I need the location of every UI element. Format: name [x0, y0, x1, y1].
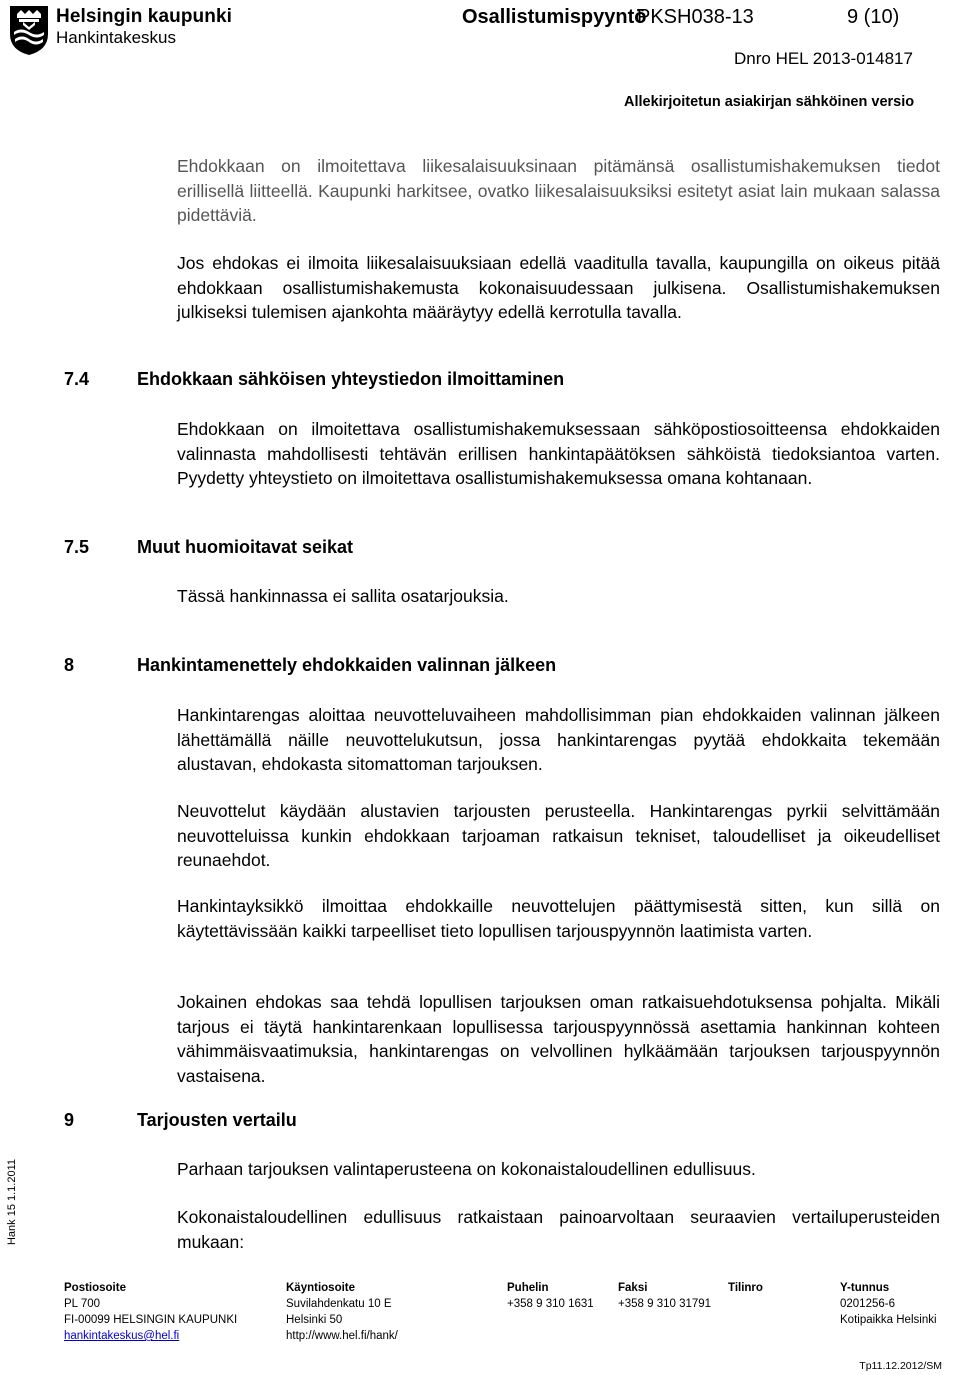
signed-version-note: Allekirjoitetun asiakirjan sähköinen versio [624, 94, 915, 110]
footer-value: Helsinki 50 [286, 1314, 343, 1326]
footer-label: Y-tunnus [840, 1282, 890, 1294]
section-heading-9 [64, 1110, 297, 1131]
section-title: Ehdokkaan sähköisen yhteystiedon ilmoittaminen [137, 369, 565, 389]
helsinki-crest-icon [8, 4, 50, 56]
section-number: 7.4 [64, 369, 90, 389]
paragraph-trade-secrets: Ehdokkaan on ilmoitettava liikesalaisuuksinaan pitämänsä osallistumishakemuksen tiedot erillisellä liitteellä. Kaupunki harkitsee, ovatko liikesalaisuuksiksi esitetyt asiat lain mukaan salassa pidettäviä. [177, 156, 940, 225]
paragraph-negotiation-start: Hankintarengas aloittaa neuvotteluvaiheen mahdollisimman pian ehdokkaiden valinnan jälkeen lähettämällä näille neuvottelukutsun, jossa hankintarengas pyytää ehdokkaita tekemään alustavan, ehdokasta sitomattoman tarjouksen. [177, 705, 940, 774]
page-number: 9 (10) [847, 6, 900, 28]
section-title: Tarjousten vertailu [137, 1110, 297, 1130]
footer-value: FI-00099 HELSINGIN KAUPUNKI [64, 1314, 238, 1326]
paragraph-negotiation-end: Hankintayksikkö ilmoittaa ehdokkaille neuvottelujen päättymisestä sitten, kun sillä on käytettävissään kaikki tarpeelliset tieto lopullisen tarjouspyynnön laatimista varten. [177, 896, 940, 941]
paragraph-contact-info: Ehdokkaan on ilmoitettava osallistumishakemuksessaan sähköpostiosoitteensa ehdokkaiden valinnasta mahdollisesti tehtävän erillisen hankintapäätöksen sähköistä tiedoksiantoa varten. Pyydetty yhteystieto on ilmoitettava osallistumishakemuksessa omana kohtanaan. [177, 419, 940, 488]
footer-phone [507, 1280, 594, 1312]
record-number: Dnro HEL 2013-014817 [734, 49, 913, 68]
footer-value: Suvilahdenkatu 10 E [286, 1298, 392, 1310]
footer-label: Postiosoite [64, 1282, 126, 1294]
section-heading-7-5 [64, 537, 353, 558]
footer-business-id [840, 1280, 937, 1328]
document-code: PKSH038-13 [637, 6, 754, 28]
organization-name: Helsingin kaupunki [56, 6, 232, 27]
footer-value: +358 9 310 31791 [618, 1298, 712, 1310]
paragraph-comparison-criteria: Kokonaistaloudellinen edullisuus ratkaistaan painoarvoltaan seuraavien vertailuperusteiden mukaan: [177, 1207, 940, 1252]
organization-unit: Hankintakeskus [56, 28, 177, 47]
footer-account [728, 1280, 763, 1296]
paragraph-award-criterion: Parhaan tarjouksen valintaperusteena on kokonaistaloudellinen edullisuus. [177, 1159, 756, 1179]
paragraph-negotiations: Neuvottelut käydään alustavien tarjousten perusteella. Hankintarengas pyrkii selvittämään neuvotteluissa kunkin ehdokkaan tarjoaman ratkaisun tekniset, taloudelliset ja oikeudelliset reunaehdot. [177, 801, 940, 870]
footer-value: +358 9 310 1631 [507, 1298, 594, 1310]
section-title: Hankintamenettely ehdokkaiden valinnan jälkeen [137, 655, 557, 675]
footer-label: Tilinro [728, 1282, 763, 1294]
footer-postal-address [64, 1280, 237, 1344]
footer-label: Käyntiosoite [286, 1282, 356, 1294]
footer-email-link[interactable]: hankintakeskus@hel.fi [64, 1330, 180, 1342]
section-title: Muut huomioitavat seikat [137, 537, 354, 557]
footer-label: Puhelin [507, 1282, 549, 1294]
paragraph-publicity: Jos ehdokas ei ilmoita liikesalaisuuksiaan edellä vaaditulla tavalla, kaupungilla on oikeus pitää ehdokkaan osallistumishakemusta kokonaisuudessaan julkisena. Osallistumishakemuksen julkiseksi tulemisen ajankohta määräytyy edellä kerrotulla tavalla. [177, 253, 940, 322]
footer-value: 0201256-6 [840, 1298, 895, 1310]
paragraph-final-tender: Jokainen ehdokas saa tehdä lopullisen tarjouksen oman ratkaisuehdotuksensa pohjalta. Mikäli tarjous ei täytä hankintarenkaan lopullisessa tarjouspyynnössä asettamia hankinnan kohteen vähimmäisvaatimuksia, hankintarengas on velvollinen hylkäämään tarjouksen tarjouspyynnön vastaisena. [177, 992, 940, 1086]
footer-web-address: http://www.hel.fi/hank/ [286, 1330, 398, 1342]
footer-value: PL 700 [64, 1298, 101, 1310]
document-title: Osallistumispyyntö [462, 6, 647, 28]
section-number: 7.5 [64, 537, 90, 557]
footer-label: Faksi [618, 1282, 648, 1294]
template-code: Tp11.12.2012/SM [859, 1360, 942, 1372]
template-side-note: Hank 15 1.1.2011 [6, 1158, 18, 1246]
footer-fax [618, 1280, 711, 1312]
section-heading-7-4 [64, 369, 564, 390]
section-number: 8 [64, 655, 75, 675]
section-number: 9 [64, 1110, 75, 1130]
footer-value: Kotipaikka Helsinki [840, 1314, 937, 1326]
section-heading-8 [64, 655, 556, 676]
footer-visiting-address [286, 1280, 398, 1344]
paragraph-partial-tenders: Tässä hankinnassa ei sallita osatarjouksia. [177, 586, 509, 606]
